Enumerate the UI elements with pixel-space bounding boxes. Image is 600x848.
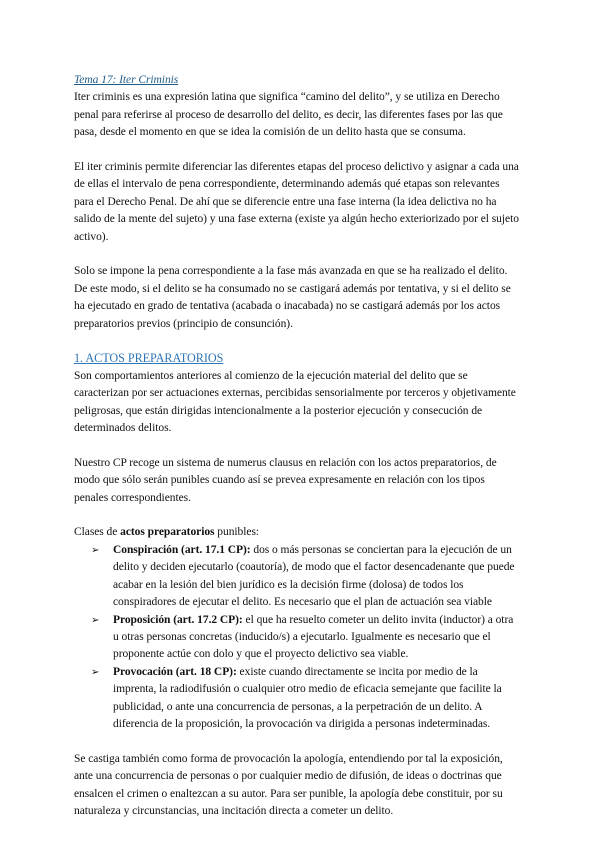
list-item-term: Proposición (art. 17.2 CP): [113,613,243,626]
classes-prefix: Clases de [74,526,121,539]
classes-bold-term: actos preparatorios [120,526,215,539]
arrow-bullet-icon: ➢ [91,614,100,626]
arrow-bullet-icon: ➢ [91,666,100,678]
section1-paragraph-2: Nuestro CP recoge un sistema de numerus clausus en relación con los actos preparatorios, de modo que sólo serán punibles cuando así se prevea expresamente en relación con los tipos penales correspondientes. [74,456,497,504]
spacer [74,333,521,350]
document-page [74,72,521,820]
spacer [74,246,521,263]
classes-suffix: punibles: [214,526,260,539]
spacer [74,142,521,159]
preparatory-acts-list [74,542,521,733]
section1-paragraph-1: Son comportamientos anteriores al comienzo de la ejecución material del delito que se caracterizan por ser actuaciones externas, percibidas sensorialmente por terceros y objetivamente peligrosas, que están dirigidas intencionalmente a la posterior ejecución y consecución de determinados delitos. [74,369,516,435]
arrow-bullet-icon: ➢ [91,544,100,556]
list-item-text: dos o más personas se conciertan para la ejecución de un delito y deciden ejecutarlo (coautoría), de modo que el factor desencadenante que puede acabar en la lesión del bien jurídico es la decisión firme (dolosa) de todos los conspiradores de ejecutar el delito. Es necesario que el plan de actuación sea viable [113,543,515,609]
list-item [91,612,521,664]
topic-title: Tema 17: Iter Criminis [74,74,179,86]
spacer [74,437,521,454]
section-heading-actos-preparatorios: 1. ACTOS PREPARATORIOS [74,351,224,366]
classes-intro [74,524,521,541]
list-item [91,664,521,734]
intro-paragraph-3: Solo se impone la pena correspondiente a la fase más avanzada en que se ha realizado el delito. De este modo, si el delito se ha consumado no se castigará además por tentativa, y si el delito se ha ejecutado en grado de tentativa (acabada o inacabada) no se castigará además por los actos preparatorios previos (principio de consunción). [74,265,511,330]
spacer [74,507,521,524]
section1-paragraph-3: Se castiga también como forma de provocación la apología, entendiendo por tal la exposición, ante una concurrencia de personas o por cualquier medio de difusión, de ideas o doctrinas que ensalcen el crimen o enaltezcan a su autor. Para ser punible, la apología debe constituir, por su naturaleza y circunstancias, una incitación directa a cometer un delito. [74,752,503,817]
intro-paragraph-1: Iter criminis es una expresión latina que significa “camino del delito”, y se utiliza en Derecho penal para referirse al proceso de desarrollo del delito, es decir, las diferentes fases por las que pasa, desde el momento en que se idea la comisión de un delito hasta que se consuma. [74,91,503,139]
intro-paragraph-2: El iter criminis permite diferenciar las diferentes etapas del proceso delictivo y asignar a cada una de ellas el intervalo de pena correspondiente, determinando además qué etapas son relevantes para el Derecho Penal. De ahí que se diferencie entre una fase interna (la idea delictiva no ha salido de la mente del sujeto) y una fase externa (existe ya algún hecho exteriorizado por el sujeto activo). [74,161,519,243]
list-item-text: existe cuando directamente se incita por medio de la imprenta, la radiodifusión o cualquier otro medio de eficacia semejante que facilite la publicidad, o ante una concurrencia de personas, a la perpetración de un delito. A diferencia de la proposición, la provocación va dirigida a personas indeterminadas. [113,665,502,730]
list-item-term: Conspiración (art. 17.1 CP): [113,543,251,556]
list-item [91,542,521,612]
list-item-term: Provocación (art. 18 CP): [113,665,237,678]
list-item-text: el que ha resuelto cometer un delito invita (inductor) a otra u otras personas concretas (inducido/s) a ejecutarlo. Igualmente es necesario que el proponente actúe con dolo y que el proyecto delictivo sea viable. [113,613,514,661]
spacer [74,733,521,750]
